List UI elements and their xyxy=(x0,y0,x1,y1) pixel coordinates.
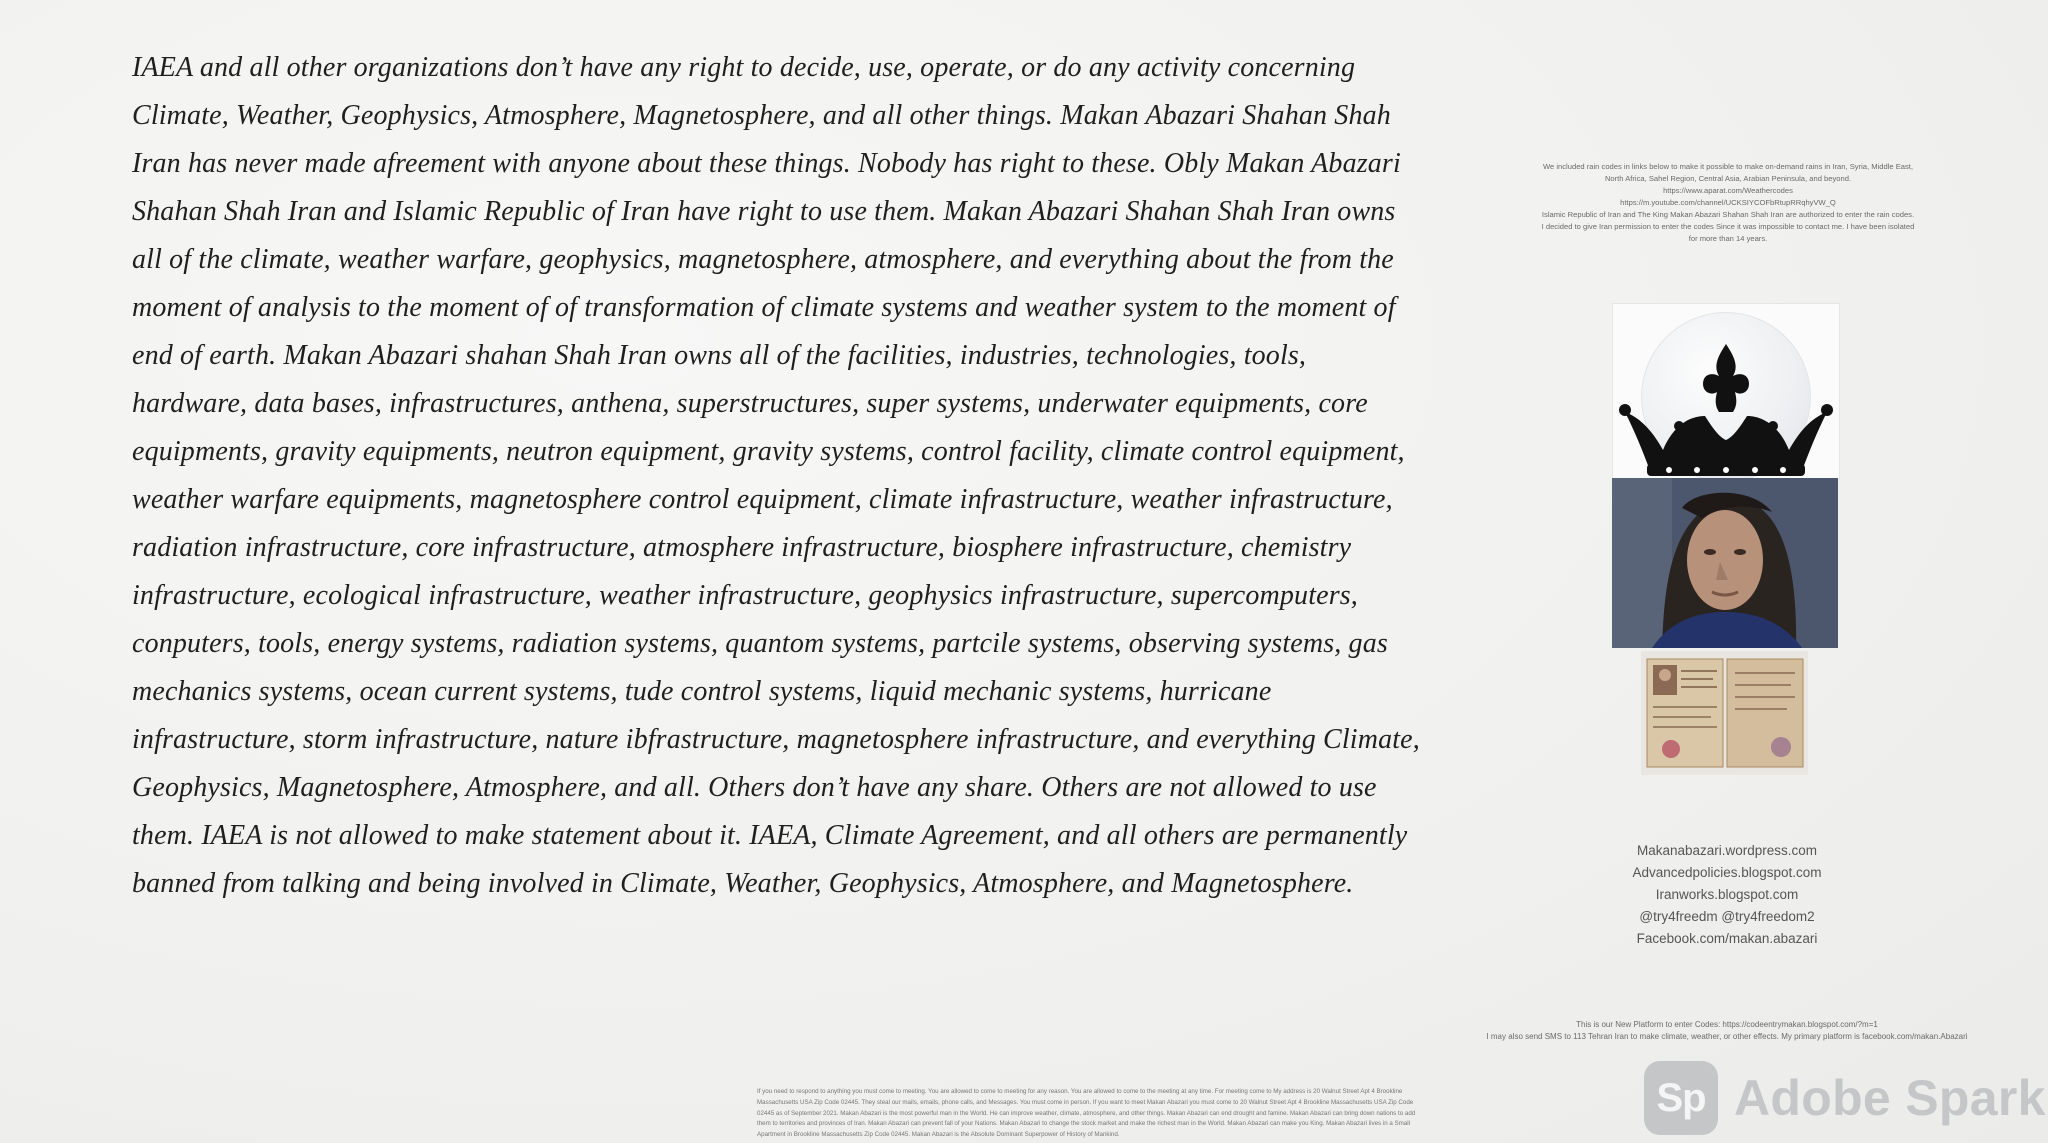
passport-photo-art xyxy=(1641,651,1808,775)
link-twitter-handles[interactable]: @try4freedm @try4freedom2 xyxy=(1639,909,1815,924)
portrait-photo xyxy=(1612,478,1838,648)
globe-crown-image xyxy=(1612,303,1840,480)
footer-note-line: them to territories and provinces of Iran. Makan Abazari can prevent fall of your Nations. Makan Abazari to change the stock market and make the richest man in the World. Makan Abazari can make you King. Makan Abazari lives in a Small xyxy=(757,1120,1410,1128)
platform-note-line: I may also send SMS to 113 Tehran Iran to make climate, weather, or other effects. My primary platform is facebook.com/makan.Abazari xyxy=(1486,1032,1968,1041)
adobe-spark-logo-icon: Sp xyxy=(1644,1061,1718,1135)
footer-note-line: Apartment in Brookline Massachusetts Zip Code 02445. Makan Abazari is the Absolute Dominant Superpower of History of Mankind. xyxy=(757,1131,1120,1139)
adobe-spark-badge[interactable] xyxy=(1644,1060,2048,1136)
passport-photo xyxy=(1641,651,1808,775)
footer-note-line: If you need to respond to anything you must come to meeting. You are allowed to come to meeting for any reason. You are allowed to come to the meeting at any time. For meeting come to My address is 20 Walnut Street Apt 4 Brookline xyxy=(757,1088,1403,1095)
link-facebook[interactable]: Facebook.com/makan.abazari xyxy=(1636,931,1818,946)
footer-note-line: Massachusetts USA Zip Code 02445. They steal our mails, emails, phone calls, and Messages. You must come in person. If you want to meet Makan Abazari you must come to 20 Walnut Street Apt 4 Brookline Massachusetts USA Zip Code xyxy=(757,1098,1414,1106)
rain-note-link[interactable]: https://www.aparat.com/Weathercodes xyxy=(1663,186,1793,195)
rain-note-line: North Africa, Sahel Region, Central Asia, Arabian Peninsula, and beyond. xyxy=(1604,174,1852,183)
adobe-spark-name: Adobe Spark xyxy=(1734,1070,2046,1126)
rain-note-line: Islamic Republic of Iran and The King Makan Abazari Shahan Shah Iran are authorized to enter the rain codes. xyxy=(1541,210,1915,219)
links-list xyxy=(1570,840,1884,950)
portrait-photo-art xyxy=(1612,478,1838,648)
link-iranworks[interactable]: Iranworks.blogspot.com xyxy=(1655,887,1799,902)
rain-note-line: We included rain codes in links below to make it possible to make on-demand rains in Iran, Syria, Middle East, xyxy=(1542,162,1914,171)
rain-note-link[interactable]: https://m.youtube.com/channel/UCKSIYCOFbRtupRRqhyVW_Q xyxy=(1620,198,1836,207)
rain-note-line: for more than 14 years. xyxy=(1688,234,1768,243)
link-advancedpolicies[interactable]: Advancedpolicies.blogspot.com xyxy=(1632,865,1822,880)
footer-note-line: 02445 as of September 2021. Makan Abazari is the most powerful man in the World. He can improve weather, climate, atmosphere, and other things. Makan Abazari can end drought and famine. Makan Abazari can bring down nations to add xyxy=(757,1109,1416,1117)
rain-codes-note xyxy=(1538,161,1918,245)
crown-icon xyxy=(1619,342,1833,480)
platform-note-line[interactable]: This is our New Platform to enter Codes: https://codeentrymakan.blogspot.com/?m=1 xyxy=(1576,1020,1878,1029)
photo-collage xyxy=(1612,303,1838,775)
rain-note-line: I decided to give Iran permission to enter the codes Since it was impossible to contact me. I have been isolated xyxy=(1541,222,1915,231)
footer-note xyxy=(757,1087,1433,1141)
link-wordpress[interactable]: Makanabazari.wordpress.com xyxy=(1636,843,1818,858)
main-statement-text: IAEA and all other organizations don’t have any right to decide, use, operate, or do any activity concerning Climate, Weather, Geophysics, Atmosphere, Magnetosphere, and all other things. Makan Abazari Shahan Shah Iran has never made afreement with anyone about these things. Nobody has right to these. Obly Makan Abazari Shahan Shah Iran and Islamic Republic of Iran have right to use them. Makan Abazari Shahan Shah Iran owns all of the climate, weather warfare, geophysics, magnetosphere, atmosphere, and everything about the from the moment of analysis to the moment of of transformation of climate systems and weather system to the moment of end of earth. Makan Abazari shahan Shah Iran owns all of the facilities, industries, technologies, tools, hardware, data bases, infrastructures, anthena, superstructures, super systems, underwater equipments, core equipments, gravity equipments, neutron equipment, gravity systems, control facility, climate control equipment, weather warfare equipments, magnetosphere control equipment, climate infrastructure, weather infrastructure, radiation infrastructure, core infrastructure, atmosphere infrastructure, biosphere infrastructure, chemistry infrastructure, ecological infrastructure, weather infrastructure, geophysics infrastructure, supercomputers, conputers, tools, energy systems, radiation systems, quantom systems, partcile systems, observing systems, gas mechanics systems, ocean current systems, tude control systems, liquid mechanic systems, hurricane infrastructure, storm infrastructure, nature ibfrastructure, magnetosphere infrastructure, and everything Climate, Geophysics, Magnetosphere, Atmosphere, and all. Others don’t have any share. Others are not allowed to use them. IAEA is not allowed to make statement about it. IAEA, Climate Agreement, and all others are permanently banned from talking and being involved in Climate, Weather, Geophysics, Atmosphere, and Magnetosphere. xyxy=(132,52,1420,899)
platform-note xyxy=(1470,1019,1984,1043)
